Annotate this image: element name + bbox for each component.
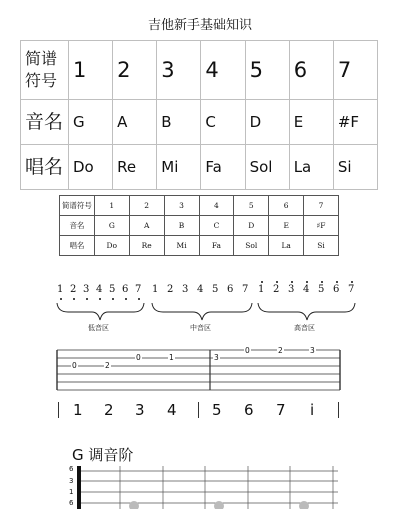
small-cell: 6 bbox=[269, 196, 304, 216]
cell-note: E bbox=[289, 100, 333, 145]
cell-number: 2 bbox=[113, 41, 157, 100]
cell-number: 6 bbox=[289, 41, 333, 100]
cell-solfege: Do bbox=[69, 145, 113, 190]
header-jianpu-line1: 简谱 bbox=[25, 49, 58, 68]
tab-number: 0 bbox=[245, 346, 250, 355]
digit: 2 bbox=[70, 284, 77, 295]
cell-solfege: Re bbox=[113, 145, 157, 190]
small-cell: 5 bbox=[234, 196, 269, 216]
digit: 5 bbox=[109, 284, 116, 295]
small-cell: G bbox=[94, 216, 129, 236]
digit: 6 bbox=[227, 284, 234, 295]
tab-number: 2 bbox=[278, 346, 283, 355]
table-row-numbers bbox=[21, 41, 378, 100]
cell-note: D bbox=[245, 100, 289, 145]
string-number: 1 bbox=[69, 488, 74, 496]
bar-digit: 2 bbox=[104, 401, 114, 419]
digit: 6 bbox=[333, 284, 340, 295]
g-scale-fretboard bbox=[0, 462, 400, 509]
digit: 4 bbox=[303, 284, 310, 295]
header-solfege: 唱名 bbox=[21, 145, 69, 190]
digit: 1 bbox=[152, 284, 159, 295]
small-cell: 2 bbox=[129, 196, 164, 216]
bar-digit-high: i bbox=[310, 401, 315, 419]
number-bar bbox=[0, 398, 400, 422]
small-row-numbers bbox=[60, 196, 339, 216]
cell-solfege: Sol bbox=[245, 145, 289, 190]
small-cell: 1 bbox=[94, 196, 129, 216]
cell-number: 1 bbox=[69, 41, 113, 100]
fretboard-lines bbox=[0, 462, 400, 509]
cell-note: A bbox=[113, 100, 157, 145]
table-row-solfege bbox=[21, 145, 378, 190]
digit: 7 bbox=[348, 284, 355, 295]
digit: 5 bbox=[318, 284, 325, 295]
string-number: 3 bbox=[69, 477, 74, 485]
cell-note: #F bbox=[333, 100, 377, 145]
header-jianpu-line2: 符号 bbox=[25, 71, 58, 90]
tab-number: 0 bbox=[136, 353, 141, 362]
small-cell: B bbox=[164, 216, 199, 236]
bar-line bbox=[58, 402, 59, 418]
digit: 6 bbox=[122, 284, 129, 295]
cell-number: 4 bbox=[201, 41, 245, 100]
small-cell: C bbox=[199, 216, 234, 236]
cell-solfege: Si bbox=[333, 145, 377, 190]
small-cell: A bbox=[129, 216, 164, 236]
bar-digit: 1 bbox=[73, 401, 83, 419]
small-header: 音名 bbox=[60, 216, 95, 236]
small-cell: Re bbox=[129, 236, 164, 256]
cell-solfege: La bbox=[289, 145, 333, 190]
header-note-name: 音名 bbox=[21, 100, 69, 145]
digit: 3 bbox=[182, 284, 189, 295]
register-diagram bbox=[0, 270, 400, 340]
tab-number: 2 bbox=[105, 361, 110, 370]
small-cell: 4 bbox=[199, 196, 234, 216]
bar-digit: 4 bbox=[167, 401, 177, 419]
cell-note: G bbox=[69, 100, 113, 145]
tab-number: 3 bbox=[310, 346, 315, 355]
small-row-solfege bbox=[60, 236, 339, 256]
small-cell: Mi bbox=[164, 236, 199, 256]
bar-digit: 5 bbox=[212, 401, 222, 419]
small-cell: Fa bbox=[199, 236, 234, 256]
digit: 3 bbox=[83, 284, 90, 295]
digit: 7 bbox=[135, 284, 142, 295]
bar-digit: 6 bbox=[244, 401, 254, 419]
bar-digit: 7 bbox=[276, 401, 286, 419]
small-cell: Do bbox=[94, 236, 129, 256]
digit: 2 bbox=[167, 284, 174, 295]
cell-note: B bbox=[157, 100, 201, 145]
cell-number: 7 bbox=[333, 41, 377, 100]
digit: 1 bbox=[57, 284, 64, 295]
notation-table-small bbox=[59, 195, 339, 256]
small-header: 唱名 bbox=[60, 236, 95, 256]
bar-line bbox=[338, 402, 339, 418]
digit: 4 bbox=[197, 284, 204, 295]
brace-high bbox=[258, 303, 355, 320]
digit: 1 bbox=[258, 284, 265, 295]
page-title: 吉他新手基础知识 bbox=[147, 18, 252, 33]
small-cell: 7 bbox=[304, 196, 339, 216]
brace-low bbox=[57, 303, 144, 320]
notation-table bbox=[20, 40, 378, 190]
tab-number: 0 bbox=[72, 361, 77, 370]
small-row-notes bbox=[60, 216, 339, 236]
small-cell: D bbox=[234, 216, 269, 236]
cell-note: C bbox=[201, 100, 245, 145]
cell-number: 5 bbox=[245, 41, 289, 100]
digit: 3 bbox=[288, 284, 295, 295]
digit: 5 bbox=[212, 284, 219, 295]
tab-lines bbox=[0, 345, 400, 395]
cell-solfege: Mi bbox=[157, 145, 201, 190]
g-scale-title: G 调音阶 bbox=[72, 446, 134, 464]
digit: 4 bbox=[96, 284, 103, 295]
label-low: 低音区 bbox=[88, 324, 109, 332]
bar-digit: 3 bbox=[135, 401, 145, 419]
cell-number: 3 bbox=[157, 41, 201, 100]
tab-staff bbox=[0, 345, 400, 395]
small-cell: E bbox=[269, 216, 304, 236]
small-cell: Sol bbox=[234, 236, 269, 256]
small-cell: La bbox=[269, 236, 304, 256]
string-number: 6 bbox=[69, 499, 74, 507]
header-jianpu bbox=[21, 41, 69, 100]
digit: 2 bbox=[273, 284, 280, 295]
brace-mid bbox=[152, 303, 252, 320]
small-cell: 3 bbox=[164, 196, 199, 216]
table-row-note-names bbox=[21, 100, 378, 145]
label-high: 高音区 bbox=[294, 324, 315, 332]
string-number: 6 bbox=[69, 465, 74, 473]
label-mid: 中音区 bbox=[190, 324, 211, 332]
small-header: 简谱符号 bbox=[60, 196, 95, 216]
bar-line bbox=[198, 402, 199, 418]
tab-number: 3 bbox=[214, 353, 219, 362]
cell-solfege: Fa bbox=[201, 145, 245, 190]
small-cell: ♯F bbox=[304, 216, 339, 236]
digit: 7 bbox=[242, 284, 249, 295]
small-cell: Si bbox=[304, 236, 339, 256]
tab-number: 1 bbox=[169, 353, 174, 362]
